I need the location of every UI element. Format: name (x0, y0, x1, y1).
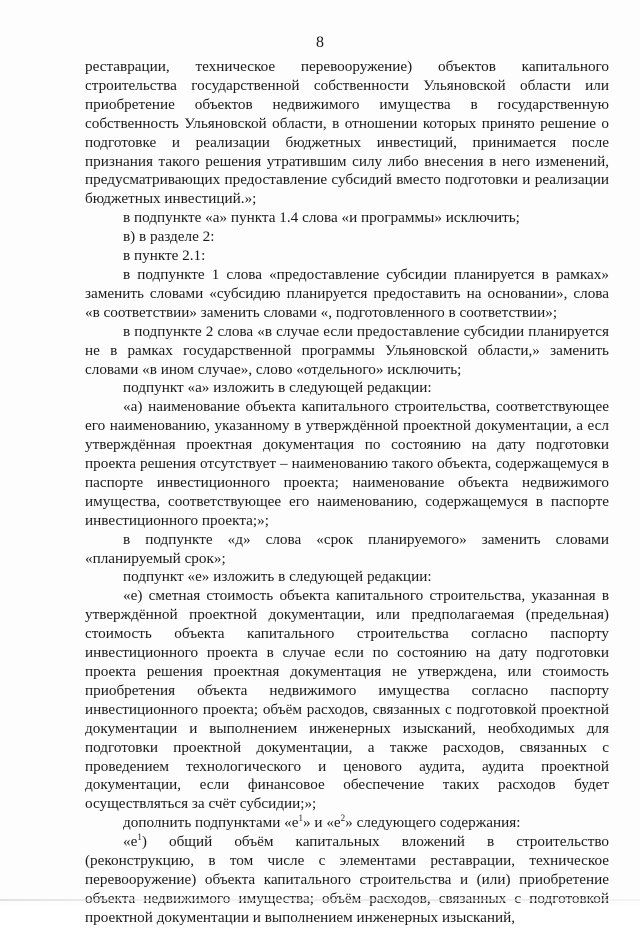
paragraph: подпункт «а» изложить в следующей редакции: (123, 379, 432, 397)
document-body (85, 58, 609, 928)
paragraph: в подпункте «д» слова «срок планируемого» заменить словами «планируемый срок»; (85, 530, 609, 567)
paragraph-supplement-intro (85, 814, 609, 833)
paragraph: «а) наименование объекта капитального строительства, соответствующее его наименованию, указанному в утверждённой проектной документации, а есл утверждённая проектная документация по состоянию на дату подготовки проекта решения отсутствует – наименованию такого объекта, содержащемуся в паспорте инвестиционного проекта; наименование объекта недвижимого имущества, соответствующее его наименованию, содержащемуся в паспорте инвестиционного проекта;»; (85, 398, 609, 529)
paragraph: реставрации, техническое перевооружение) объектов капитального строительства государственной собственности Ульяновской области или приобретение объектов недвижимого имущества в государственную собственность Ульяновской области, в отношении которых принято решение о подготовке и реализации бюджетных инвестиций, принимается после признания такого решения утратившим силу либо внесения в него изменений, предусматривающих предоставление субсидий вместо подготовки и реализации бюджетных инвестиций.»; (85, 58, 609, 208)
paragraph: в подпункте 1 слова «предоставление субсидии планируется в рамках» заменить словами «субсидию планируется предоставить на основании», слова «в соответствии» заменить словами «, подготовленного в соответствии»; (85, 265, 609, 321)
paragraph: в пункте 2.1: (123, 247, 206, 265)
superscript: 1 (137, 832, 142, 843)
superscript: 1 (298, 813, 304, 824)
paragraph: «е) сметная стоимость объекта капитального строительства, указанная в утверждённой проектной документации, или предполагаемая (предельная) стоимость объекта капитального строительства согласно паспорту инвестиционного проекта в случае если по состоянию на дату подготовки проекта решения проектная документация не утверждена, или стоимость приобретения объекта недвижимого имущества согласно паспорту инвестиционного проекта; объём расходов, связанных с подготовкой проектной документации и выполнением инженерных изысканий, необходимых для подготовки проектной документации, а также расходов, связанных с проведением технологического и ценового аудита, аудита проектной документации, если финансовое обеспечение таких расходов будет осуществляться за счёт субсидии;»; (85, 587, 609, 813)
scan-edge-artifact (0, 899, 640, 901)
supplement-item-text: ) общий объём капитальных вложений в строительство (реконструкцию, в том числе с элементами реставрации, техническое перевооружение) объекта капитального строительства и (или) приобретение проектной документации и выполнением инженерных изысканий, (85, 833, 609, 926)
supplement-intro-middle: » и «е (303, 814, 341, 832)
supplement-intro-after: » следующего содержания: (345, 814, 521, 832)
paragraph-supplement-item (85, 833, 609, 928)
paragraph: подпункт «е» изложить в следующей редакции: (123, 568, 432, 586)
page-number: 8 (316, 34, 324, 51)
paragraph: в подпункте 2 слова «в случае если предоставление субсидии планируется не в рамках государственной программы Ульяновской области,» заменить словами «в ином случае», слово «отдельного» исключить; (85, 322, 609, 378)
supplement-intro-before: дополнить подпунктами «е (123, 814, 299, 832)
paragraph: в подпункте «а» пункта 1.4 слова «и программы» исключить; (123, 209, 520, 227)
supplement-item-open: «е (123, 833, 138, 851)
superscript: 2 (340, 813, 346, 824)
paragraph: в) в разделе 2: (123, 228, 215, 246)
